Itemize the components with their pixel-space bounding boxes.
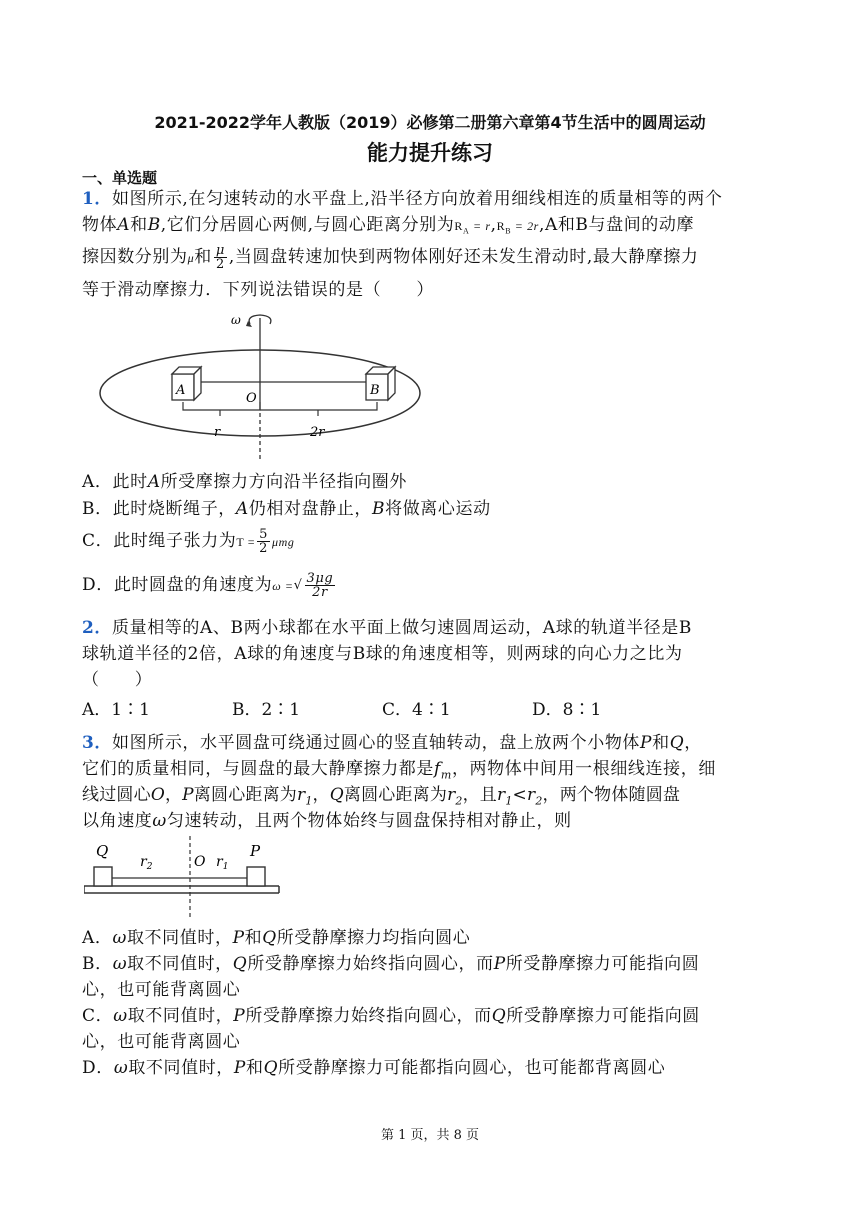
p-label: P (250, 842, 261, 860)
block-q (94, 867, 112, 886)
q1-ra: $R_A = r$ (454, 219, 491, 236)
block-p (247, 867, 265, 886)
q1-option-a[interactable]: A．此时A所受摩擦力方向沿半径指向圈外 (82, 472, 407, 492)
q1-rb: $R_B = 2r$ (496, 219, 539, 236)
q3-option-b-cont: 心，也可能背离圆心 (82, 980, 241, 1000)
q2-line-3: （ ） (82, 670, 153, 690)
q1-text-2d: ,A和B与盘间的动摩 (538, 215, 695, 235)
q2-number: 2． (82, 618, 113, 638)
q2-option-a[interactable]: A．1∶1 (82, 700, 150, 720)
q3-line-4: 以角速度ω匀速转动，且两个物体始终与圆盘保持相对静止，则 (82, 811, 572, 831)
q1-line-2: 物体A和B,它们分居圆心两侧,与圆心距离分别为$R_A = r,R_B = 2r,A$和B与盘间的动摩 (82, 215, 695, 236)
q1-line-3 (82, 244, 699, 271)
document-title: 2021-2022学年人教版（2019）必修第二册第六章第4节生活中的圆周运动 (154, 113, 706, 132)
document-subtitle: 能力提升练习 (367, 141, 493, 165)
q1-number: 1． (82, 189, 113, 209)
center-o-label: O (246, 391, 257, 406)
q1-var-a: A (117, 215, 131, 235)
q3-line-2: 它们的质量相同，与圆盘的最大静摩擦力都是$f_m$，两物体中间用一根细线连接，细 (82, 759, 716, 782)
q3-line-3: 线过圆心O，P离圆心距离为$r_1$，Q离圆心距离为$r_2$，且$r_1<r_2$，两个物体随圆盘 (82, 785, 681, 808)
page-footer: 第 1 页，共 8 页 (380, 1128, 480, 1143)
q1-option-d[interactable]: D．此时圆盘的角速度为ω =√ $\frac{3\mu g}{2r}$ (82, 571, 334, 600)
q2-option-d[interactable]: D．8∶1 (532, 700, 602, 720)
r1-label: $r_1$ (216, 854, 229, 872)
q3-option-c[interactable]: C．ω取不同值时，P所受静摩擦力始终指向圆心，而Q所受静摩擦力可能指向圆 (82, 1006, 700, 1026)
q3-option-b[interactable]: B．ω取不同值时，Q所受静摩擦力始终指向圆心，而P所受静摩擦力可能指向圆 (82, 954, 700, 974)
q2-option-b[interactable]: B．2∶1 (232, 700, 301, 720)
r2-label: $r_2$ (140, 854, 153, 872)
q1-text-2a: 物体 (82, 215, 118, 235)
q1-mu: μ (187, 251, 195, 265)
q3-number: 3． (82, 733, 113, 753)
section-heading: 一、单选题 (82, 169, 158, 187)
q1-line-1 (82, 188, 722, 210)
q3-line-1: 3．如图所示，水平圆盘可绕通过圆心的竖直轴转动，盘上放两个小物体P和Q， (82, 733, 702, 753)
q1-text-3c: ,当圆盘转速加快到两物体刚好还未发生滑动时,最大静摩擦力 (228, 247, 699, 267)
block-a-label: A (176, 383, 186, 398)
block-b-label: B (370, 383, 380, 398)
r-label: r (214, 425, 221, 440)
q3-disc-figure (84, 834, 284, 922)
omega-label: ω (231, 313, 241, 327)
q1-text-3a: 擦因数分别为 (82, 247, 188, 267)
q1-var-b: B (147, 215, 161, 235)
q1-option-c[interactable]: C．此时绳子张力为T = $\frac{5}{2}$ μmg (82, 527, 295, 556)
2r-label: 2r (310, 425, 325, 440)
q1-text-2c: ,它们分居圆心两侧,与圆心距离分别为 (160, 215, 455, 235)
q3-option-c-cont: 心，也可能背离圆心 (82, 1032, 241, 1052)
o-label: O (194, 854, 206, 870)
q2-line-2: 球轨道半径的2倍，A球的角速度与B球的角速度相等，则两球的向心力之比为 (82, 644, 683, 664)
2r-bracket (260, 402, 377, 410)
q-label: Q (96, 842, 109, 860)
q1-fraction: $\frac{\mu}{2}$ (215, 243, 225, 272)
q2-line-1: 2．质量相等的A、B两小球都在水平面上做匀速圆周运动，A球的轨道半径是B (82, 618, 692, 638)
q1-line-4: 等于滑动摩擦力．下列说法错误的是（ ） (82, 280, 434, 300)
q3-option-a[interactable]: A．ω取不同值时，P和Q所受静摩擦力均指向圆心 (82, 928, 471, 948)
q1-disc-figure (96, 306, 446, 466)
q1-text-3b: 和 (194, 247, 212, 267)
q1-option-b[interactable]: B．此时烧断绳子，A仍相对盘静止，B将做离心运动 (82, 499, 491, 519)
q3-option-d[interactable]: D．ω取不同值时，P和Q所受静摩擦力可能都指向圆心，也可能都背离圆心 (82, 1058, 666, 1078)
q2-option-c[interactable]: C．4∶1 (382, 700, 451, 720)
q1-text-2b: 和 (130, 215, 148, 235)
q1-text-1: 如图所示,在匀速转动的水平盘上,沿半径方向放着用细线相连的质量相等的两个 (112, 189, 723, 209)
